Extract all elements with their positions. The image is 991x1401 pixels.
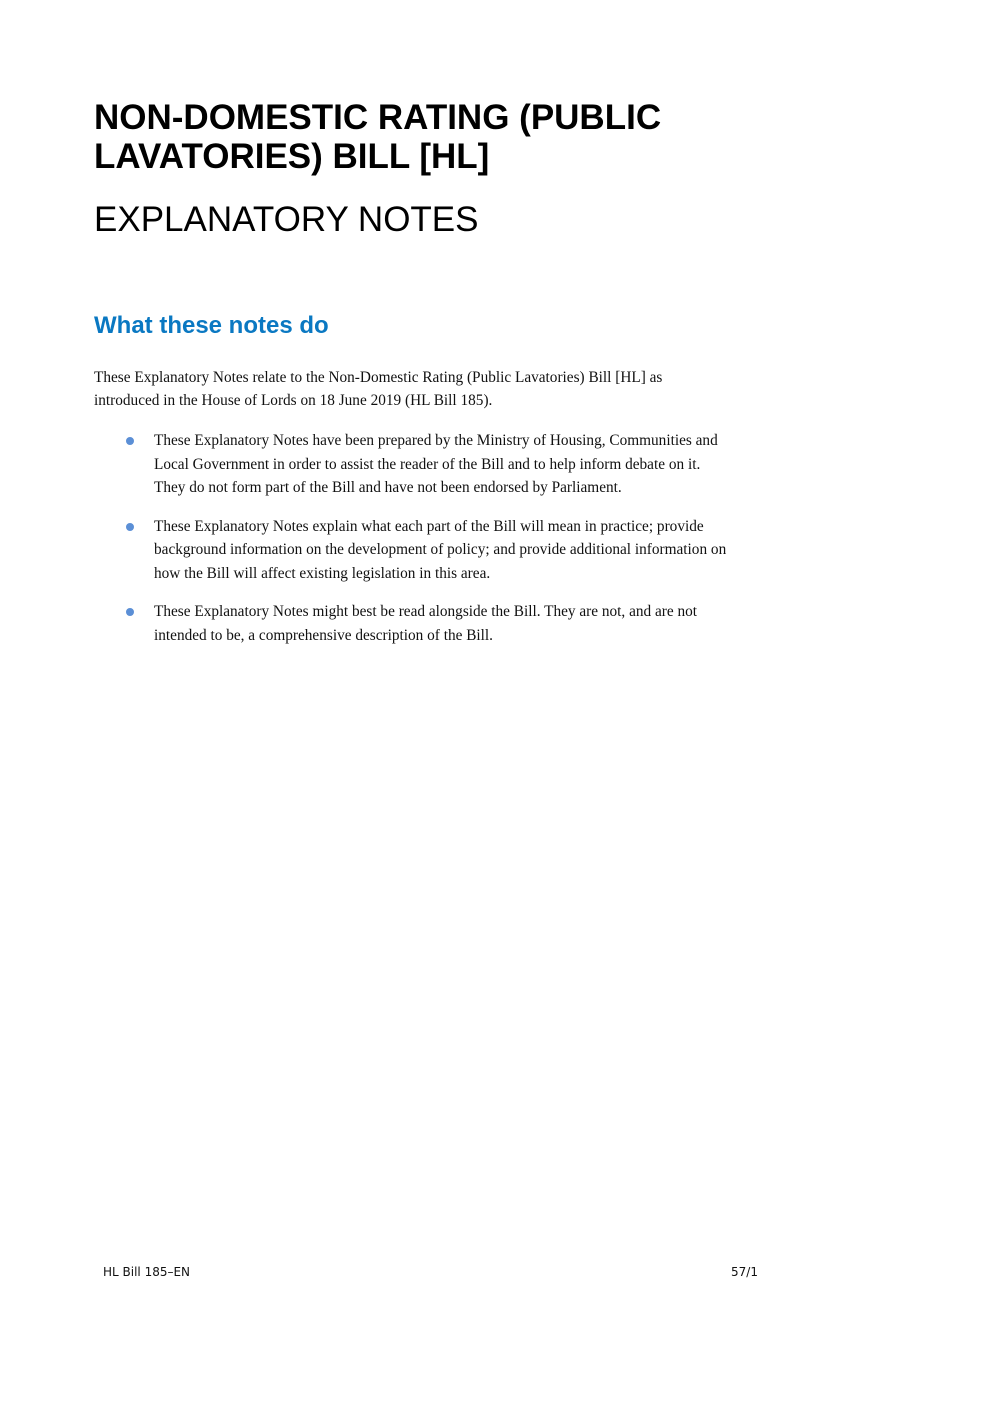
footer-page-code: 57/1 bbox=[731, 1265, 758, 1279]
footer-bill-reference: HL Bill 185–EN bbox=[103, 1265, 191, 1279]
bullet-item bbox=[125, 429, 865, 500]
title-line-1: NON-DOMESTIC RATING (PUBLIC bbox=[94, 98, 662, 137]
bullet-line: These Explanatory Notes might best be read alongside the Bill. They are not, and are not bbox=[154, 603, 698, 620]
bullet-line: They do not form part of the Bill and have not been endorsed by Parliament. bbox=[154, 479, 622, 496]
bullet-line: Local Government in order to assist the reader of the Bill and to help inform debate on it. bbox=[154, 455, 701, 473]
bullet-line: how the Bill will affect existing legislation in this area. bbox=[154, 564, 491, 582]
bullet-dot-icon bbox=[126, 523, 134, 531]
title-line-2: LAVATORIES) BILL [HL] bbox=[94, 137, 490, 176]
bullet-dot-icon bbox=[126, 608, 134, 616]
intro-line-1: These Explanatory Notes relate to the Non-Domestic Rating (Public Lavatories) Bill [HL] as bbox=[94, 369, 663, 386]
section-heading: What these notes do bbox=[94, 312, 329, 339]
intro-line-2: introduced in the House of Lords on 18 June 2019 (HL Bill 185). bbox=[94, 392, 493, 409]
document-title bbox=[94, 98, 794, 176]
bullet-item bbox=[125, 515, 865, 586]
bullet-list bbox=[125, 429, 865, 662]
bullet-dot-icon bbox=[126, 437, 134, 445]
bullet-line: These Explanatory Notes have been prepared by the Ministry of Housing, Communities and bbox=[154, 432, 718, 449]
document-subtitle: EXPLANATORY NOTES bbox=[94, 200, 479, 239]
intro-paragraph bbox=[94, 366, 814, 412]
bullet-line: These Explanatory Notes explain what each part of the Bill will mean in practice; provide bbox=[154, 517, 704, 535]
bullet-line: background information on the development of policy; and provide additional information on bbox=[154, 541, 727, 558]
bullet-line: intended to be, a comprehensive description of the Bill. bbox=[154, 626, 493, 644]
bullet-item bbox=[125, 600, 865, 647]
